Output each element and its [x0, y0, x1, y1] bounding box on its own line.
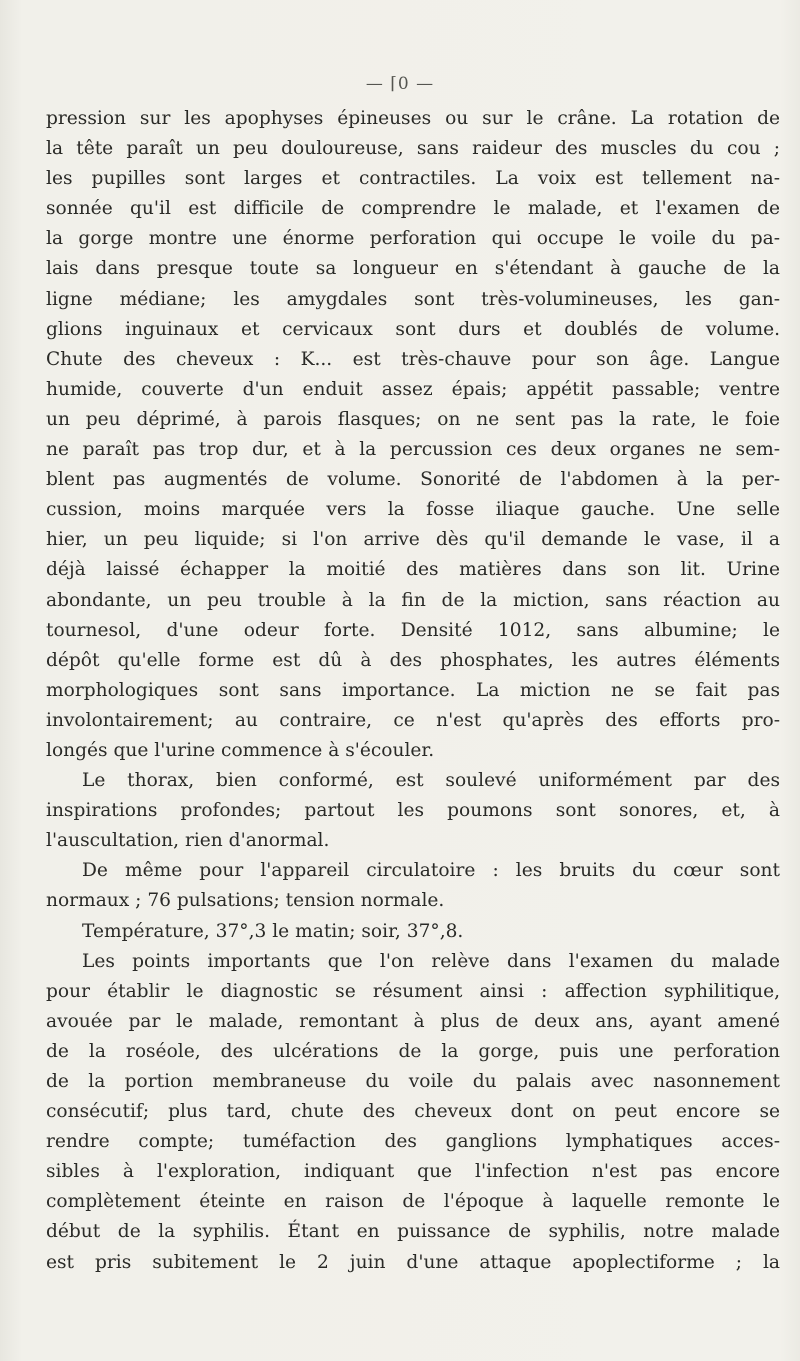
text-line: normaux ; 76 pulsations; tension normale.	[46, 890, 445, 912]
text-line: sibles à l'exploration, indiquant que l'infection n'est pas encore	[46, 1161, 780, 1183]
text-line: un peu déprimé, à parois flasques; on ne sent pas la rate, le foie	[46, 408, 780, 430]
text-line: abondante, un peu trouble à la fin de la miction, sans réaction au	[46, 589, 780, 611]
text-line: pour établir le diagnostic se résument ainsi : affection syphilitique,	[46, 980, 780, 1002]
text-line: consécutif; plus tard, chute des cheveux dont on peut encore se	[46, 1101, 780, 1123]
text-line: tournesol, d'une odeur forte. Densité 1012, sans albumine; le	[46, 619, 780, 641]
text-line: sonnée qu'il est difficile de comprendre le malade, et l'examen de	[46, 198, 780, 220]
text-line: humide, couverte d'un enduit assez épais; appétit passable; ventre	[46, 378, 780, 400]
text-line: de la roséole, des ulcérations de la gorge, puis une perforation	[46, 1040, 780, 1062]
text-line: de la portion membraneuse du voile du palais avec nasonnement	[46, 1071, 780, 1092]
text-line: est pris subitement le 2 juin d'une attaque apoplectiforme ; la	[46, 1251, 780, 1273]
text-line: inspirations profondes; partout les poumons sont sonores, et, à	[46, 800, 780, 822]
text-line: les pupilles sont larges et contractiles. La voix est tellement na-	[46, 168, 780, 190]
text-line: De même pour l'appareil circulatoire : les bruits du cœur sont	[82, 860, 780, 882]
text-line: Température, 37°,3 le matin; soir, 37°,8.	[82, 920, 464, 942]
text-line: Les points importants que l'on relève dans l'examen du malade	[82, 950, 780, 972]
text-line: avouée par le malade, remontant à plus de deux ans, ayant amené	[46, 1010, 780, 1032]
text-line: Le thorax, bien conformé, est soulevé uniformément par des	[82, 770, 780, 792]
text-line: cussion, moins marquée vers la fosse iliaque gauche. Une selle	[46, 499, 780, 521]
text-line: dépôt qu'elle forme est dû à des phosphates, les autres éléments	[46, 649, 780, 671]
text-line: ligne médiane; les amygdales sont très-volumineuses, les gan-	[46, 288, 780, 310]
text-line: début de la syphilis. Étant en puissance de syphilis, notre malade	[46, 1221, 780, 1243]
text-line: glions inguinaux et cervicaux sont durs et doublés de volume.	[46, 318, 780, 340]
text-line: complètement éteinte en raison de l'époque à laquelle remonte le	[46, 1191, 780, 1213]
text-line: la tête paraît un peu douloureuse, sans raideur des muscles du cou ;	[46, 138, 780, 160]
text-line: déjà laissé échapper la moitié des matières dans son lit. Urine	[46, 559, 780, 581]
text-line: lais dans presque toute sa longueur en s'étendant à gauche de la	[46, 258, 780, 280]
text-line: hier, un peu liquide; si l'on arrive dès qu'il demande le vase, il a	[46, 529, 780, 551]
text-line: pression sur les apophyses épineuses ou sur le crâne. La rotation de	[46, 108, 780, 129]
text-line: l'auscultation, rien d'anormal.	[46, 830, 330, 852]
text-line: ne paraît pas trop dur, et à la percussion ces deux organes ne sem-	[46, 439, 780, 461]
body-text	[46, 104, 780, 1278]
text-line: la gorge montre une énorme perforation qui occupe le voile du pa-	[46, 228, 780, 250]
text-line: Chute des cheveux : K... est très-chauve pour son âge. Langue	[46, 348, 780, 370]
text-line: involontairement; au contraire, ce n'est qu'après des efforts pro-	[46, 709, 780, 731]
page-number: — ⌈0 —	[365, 74, 435, 94]
text-line: morphologiques sont sans importance. La miction ne se fait pas	[46, 679, 780, 701]
text-line: blent pas augmentés de volume. Sonorité de l'abdomen à la per-	[46, 469, 780, 491]
text-line: longés que l'urine commence à s'écouler.	[46, 739, 435, 761]
text-line: rendre compte; tuméfaction des ganglions lymphatiques acces-	[46, 1131, 780, 1153]
